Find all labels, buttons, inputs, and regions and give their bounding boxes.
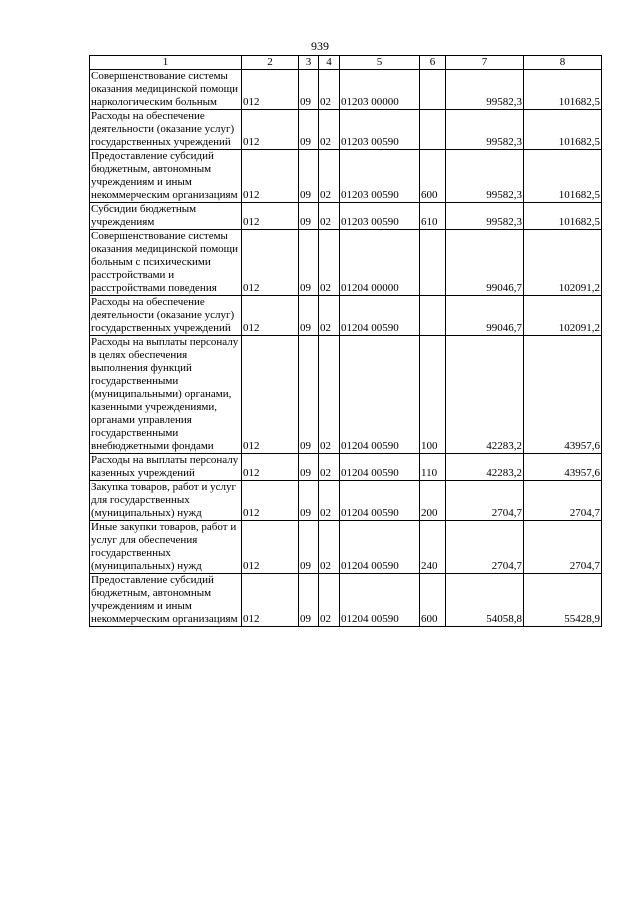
row-expense-type: 610 <box>420 203 446 230</box>
column-header-2: 2 <box>242 56 299 70</box>
row-expense-type: 110 <box>420 454 446 481</box>
row-expense-type: 600 <box>420 574 446 627</box>
row-name: Иные закупки товаров, работ и услуг для обеспечения государственных (муниципальных) нужд <box>90 521 242 574</box>
row-expense-type: 100 <box>420 336 446 454</box>
row-amount-col7: 99582,3 <box>446 70 524 110</box>
row-amount-col7: 2704,7 <box>446 521 524 574</box>
row-ministry-code: 012 <box>242 454 299 481</box>
row-ministry-code: 012 <box>242 150 299 203</box>
row-amount-col7: 99582,3 <box>446 150 524 203</box>
row-subsection-code: 02 <box>319 296 340 336</box>
row-target-article: 01204 00590 <box>340 521 420 574</box>
row-ministry-code: 012 <box>242 110 299 150</box>
row-ministry-code: 012 <box>242 296 299 336</box>
row-subsection-code: 02 <box>319 150 340 203</box>
row-subsection-code: 02 <box>319 481 340 521</box>
row-amount-col8: 55428,9 <box>524 574 602 627</box>
column-header-1: 1 <box>90 56 242 70</box>
table-row <box>90 481 602 521</box>
column-header-8: 8 <box>524 56 602 70</box>
table-row <box>90 296 602 336</box>
row-target-article: 01204 00000 <box>340 230 420 296</box>
column-header-3: 3 <box>299 56 319 70</box>
table-row <box>90 574 602 627</box>
row-expense-type <box>420 230 446 296</box>
row-section-code: 09 <box>299 296 319 336</box>
row-name: Совершенствование системы оказания медицинской помощи наркологическим больным <box>90 70 242 110</box>
row-target-article: 01204 00590 <box>340 574 420 627</box>
row-ministry-code: 012 <box>242 336 299 454</box>
row-target-article: 01203 00590 <box>340 110 420 150</box>
row-target-article: 01203 00000 <box>340 70 420 110</box>
row-expense-type <box>420 296 446 336</box>
row-name: Расходы на выплаты персоналу казенных учреждений <box>90 454 242 481</box>
table-row <box>90 454 602 481</box>
row-subsection-code: 02 <box>319 70 340 110</box>
row-amount-col7: 99582,3 <box>446 110 524 150</box>
row-ministry-code: 012 <box>242 230 299 296</box>
row-target-article: 01204 00590 <box>340 296 420 336</box>
row-target-article: 01204 00590 <box>340 454 420 481</box>
row-ministry-code: 012 <box>242 481 299 521</box>
row-section-code: 09 <box>299 454 319 481</box>
row-amount-col7: 54058,8 <box>446 574 524 627</box>
row-name: Расходы на выплаты персоналу в целях обеспечения выполнения функций государственными (муниципальными) органами, казенными учреждениями, органами управления государственными внебюджетными фондами <box>90 336 242 454</box>
row-amount-col8: 101682,5 <box>524 70 602 110</box>
row-expense-type: 240 <box>420 521 446 574</box>
row-amount-col8: 2704,7 <box>524 521 602 574</box>
row-amount-col7: 99582,3 <box>446 203 524 230</box>
table-row <box>90 230 602 296</box>
row-amount-col7: 99046,7 <box>446 296 524 336</box>
row-name: Совершенствование системы оказания медицинской помощи больным с психическими расстройствами и расстройствами поведения <box>90 230 242 296</box>
row-subsection-code: 02 <box>319 521 340 574</box>
column-header-6: 6 <box>420 56 446 70</box>
row-amount-col8: 102091,2 <box>524 296 602 336</box>
table-row <box>90 336 602 454</box>
row-name: Субсидии бюджетным учреждениям <box>90 203 242 230</box>
row-expense-type <box>420 110 446 150</box>
row-section-code: 09 <box>299 521 319 574</box>
row-amount-col7: 2704,7 <box>446 481 524 521</box>
row-amount-col8: 2704,7 <box>524 481 602 521</box>
row-expense-type: 200 <box>420 481 446 521</box>
row-target-article: 01204 00590 <box>340 481 420 521</box>
row-expense-type: 600 <box>420 150 446 203</box>
row-amount-col8: 43957,6 <box>524 454 602 481</box>
row-ministry-code: 012 <box>242 574 299 627</box>
row-subsection-code: 02 <box>319 574 340 627</box>
table-row <box>90 150 602 203</box>
row-section-code: 09 <box>299 150 319 203</box>
row-amount-col7: 42283,2 <box>446 336 524 454</box>
row-subsection-code: 02 <box>319 336 340 454</box>
row-amount-col8: 43957,6 <box>524 336 602 454</box>
table-row <box>90 203 602 230</box>
table-row <box>90 110 602 150</box>
row-amount-col8: 101682,5 <box>524 203 602 230</box>
page-number: 939 <box>311 39 329 53</box>
row-subsection-code: 02 <box>319 230 340 296</box>
row-name: Предоставление субсидий бюджетным, автономным учреждениям и иным некоммерческим организациям <box>90 150 242 203</box>
row-subsection-code: 02 <box>319 203 340 230</box>
row-subsection-code: 02 <box>319 454 340 481</box>
row-amount-col8: 101682,5 <box>524 110 602 150</box>
row-section-code: 09 <box>299 110 319 150</box>
row-ministry-code: 012 <box>242 203 299 230</box>
row-section-code: 09 <box>299 336 319 454</box>
table-row <box>90 70 602 110</box>
row-name: Расходы на обеспечение деятельности (оказание услуг) государственных учреждений <box>90 110 242 150</box>
row-section-code: 09 <box>299 203 319 230</box>
row-amount-col7: 42283,2 <box>446 454 524 481</box>
row-ministry-code: 012 <box>242 70 299 110</box>
row-target-article: 01204 00590 <box>340 336 420 454</box>
row-amount-col8: 101682,5 <box>524 150 602 203</box>
row-name: Расходы на обеспечение деятельности (оказание услуг) государственных учреждений <box>90 296 242 336</box>
header-row <box>90 56 602 70</box>
row-expense-type <box>420 70 446 110</box>
row-target-article: 01203 00590 <box>340 203 420 230</box>
column-header-5: 5 <box>340 56 420 70</box>
row-section-code: 09 <box>299 70 319 110</box>
row-section-code: 09 <box>299 230 319 296</box>
row-subsection-code: 02 <box>319 110 340 150</box>
table-row <box>90 521 602 574</box>
row-ministry-code: 012 <box>242 521 299 574</box>
row-section-code: 09 <box>299 481 319 521</box>
budget-table <box>89 55 602 627</box>
row-section-code: 09 <box>299 574 319 627</box>
column-header-4: 4 <box>319 56 340 70</box>
row-amount-col8: 102091,2 <box>524 230 602 296</box>
row-amount-col7: 99046,7 <box>446 230 524 296</box>
row-name: Закупка товаров, работ и услуг для государственных (муниципальных) нужд <box>90 481 242 521</box>
row-name: Предоставление субсидий бюджетным, автономным учреждениям и иным некоммерческим организациям <box>90 574 242 627</box>
column-header-7: 7 <box>446 56 524 70</box>
row-target-article: 01203 00590 <box>340 150 420 203</box>
